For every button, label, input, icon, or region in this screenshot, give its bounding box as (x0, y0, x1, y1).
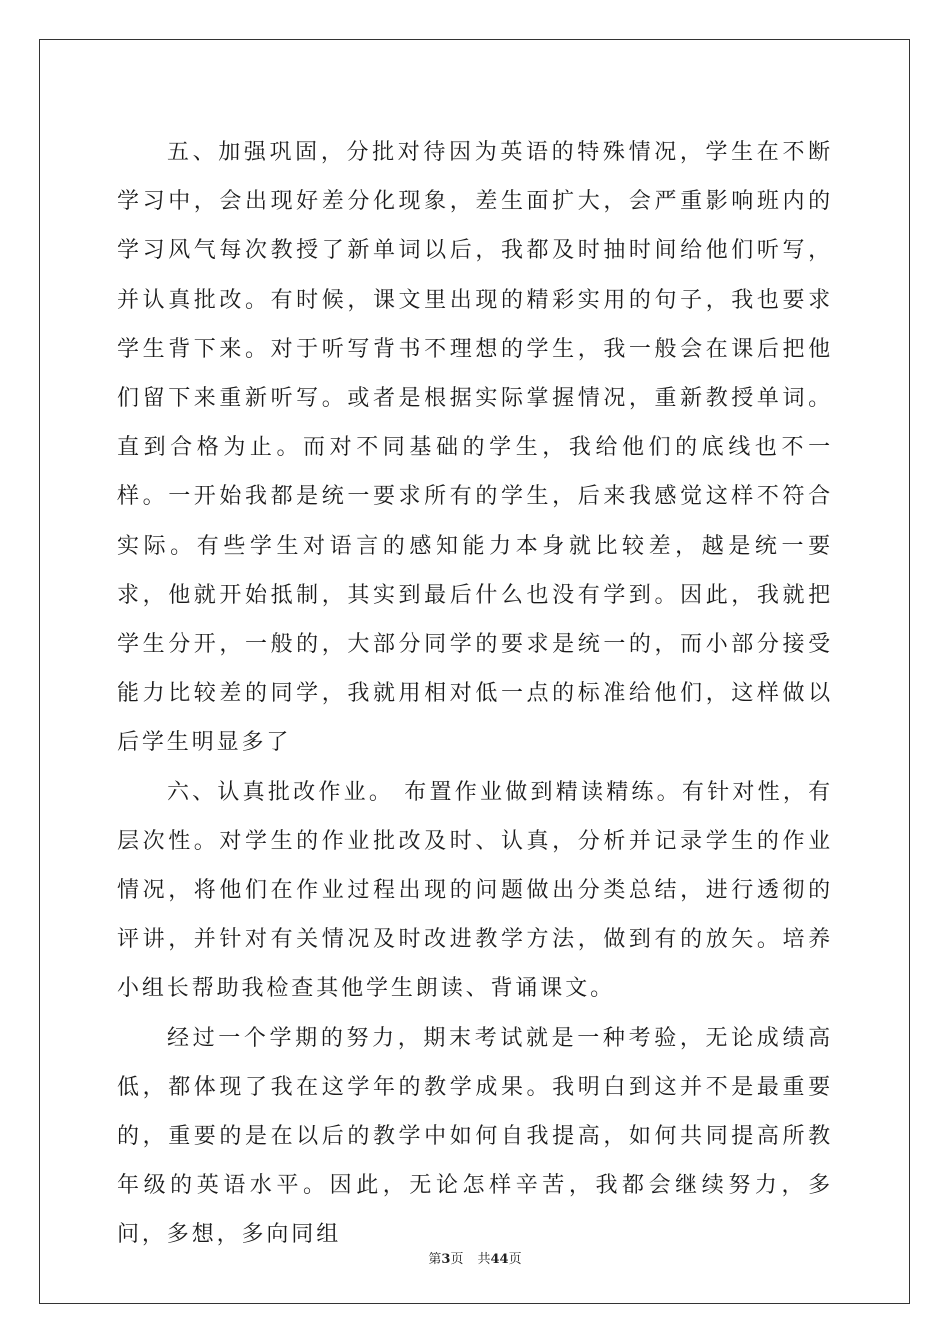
page-number-prefix: 第 (428, 1252, 442, 1267)
document-body (117, 128, 833, 1260)
total-pages-prefix: 共 (477, 1252, 491, 1267)
paragraph-5-consolidation: 五、加强巩固，分批对待因为英语的特殊情况，学生在不断学习中，会出现好差分化现象，差生面扩大，会严重影响班内的学习风气每次教授了新单词以后，我都及时抽时间给他们听写，并认真批改。有时候，课文里出现的精彩实用的句子，我也要求学生背下来。对于听写背书不理想的学生，我一般会在课后把他们留下来重新听写。或者是根据实际掌握情况，重新教授单词。直到合格为止。而对不同基础的学生，我给他们的底线也不一样。一开始我都是统一要求所有的学生，后来我感觉这样不符合实际。有些学生对语言的感知能力本身就比较差，越是统一要求，他就开始抵制，其实到最后什么也没有学到。因此，我就把学生分开，一般的，大部分同学的要求是统一的，而小部分接受能力比较差的同学，我就用相对低一点的标准给他们，这样做以后学生明显多了 (117, 140, 833, 756)
total-pages-suffix: 页 (508, 1252, 522, 1267)
paragraph-6-homework-grading: 六、认真批改作业。 布置作业做到精读精练。有针对性，有层次性。对学生的作业批改及时、认真，分析并记录学生的作业情况，将他们在作业过程出现的问题做出分类总结，进行透彻的评讲，并针对有关情况及时改进教学方法，做到有的放矢。培养小组长帮助我检查其他学生朗读、背诵课文。 (117, 779, 833, 1002)
total-pages: 44 (490, 1252, 509, 1267)
page-number-suffix: 页 (450, 1252, 464, 1267)
page-footer (0, 1248, 950, 1267)
page-number: 3 (441, 1252, 451, 1267)
paragraph-summary: 经过一个学期的努力，期末考试就是一种考验，无论成绩高低，都体现了我在这学年的教学成果。我明白到这并不是最重要的，重要的是在以后的教学中如何自我提高，如何共同提高所教年级的英语水平。因此，无论怎样辛苦，我都会继续努力，多问，多想，多向同组 (117, 1025, 833, 1248)
